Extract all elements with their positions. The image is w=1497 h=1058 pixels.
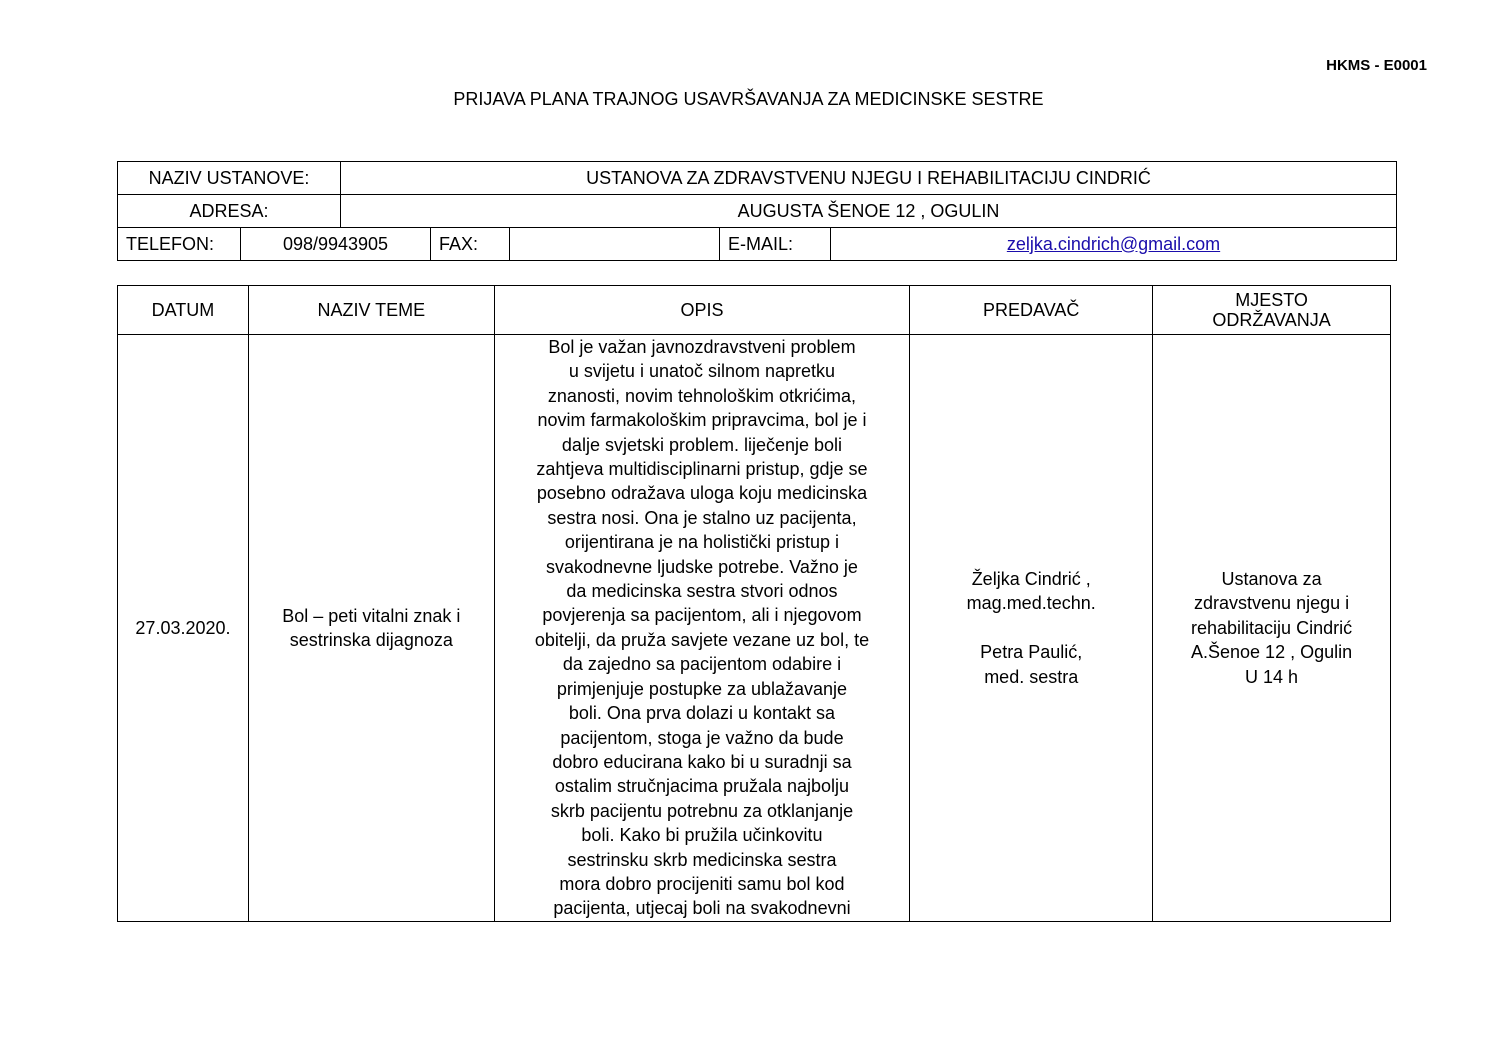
- education-plan-table: [117, 285, 1391, 922]
- cell-topic: Bol – peti vitalni znak i sestrinska dijagnoza: [248, 335, 494, 922]
- institution-name-label: NAZIV USTANOVE:: [118, 162, 341, 195]
- cell-location: Ustanova za zdravstvenu njegu i rehabilitaciju Cindrić A.Šenoe 12 , Ogulin U 14 h: [1153, 335, 1391, 922]
- email-link[interactable]: zeljka.cindrich@gmail.com: [1006, 233, 1221, 254]
- address-label: ADRESA:: [118, 195, 341, 228]
- column-header-description: OPIS: [494, 286, 910, 335]
- column-header-location: MJESTO ODRŽAVANJA: [1153, 286, 1391, 335]
- address-value: AUGUSTA ŠENOE 12 , OGULIN: [341, 195, 1397, 228]
- table-header-row: [118, 286, 1391, 335]
- column-header-date: DATUM: [118, 286, 249, 335]
- form-code: HKMS - E0001: [1326, 57, 1427, 74]
- phone-value: 098/9943905: [241, 228, 431, 261]
- institution-name-value: USTANOVA ZA ZDRAVSTVENU NJEGU I REHABILITACIJU CINDRIĆ: [341, 162, 1397, 195]
- institution-info-table: [117, 161, 1397, 261]
- email-label: E-MAIL:: [720, 228, 831, 261]
- page-title: PRIJAVA PLANA TRAJNOG USAVRŠAVANJA ZA MEDICINSKE SESTRE: [453, 89, 1044, 109]
- column-header-lecturer: PREDAVAČ: [910, 286, 1153, 335]
- table-row: [118, 335, 1391, 922]
- fax-value: [510, 228, 720, 261]
- column-header-topic: NAZIV TEME: [248, 286, 494, 335]
- email-value[interactable]: [831, 228, 1397, 261]
- cell-description: [494, 335, 910, 922]
- description-text: Bol je važan javnozdravstveni problem u svijetu i unatoč silnom napretku znanosti, novim tehnološkim otkrićima, novim farmakološkim pripravcima, bol je i dalje svjetski problem. liječenje boli zahtjeva multidisciplinarni pristup, gdje se posebno odražava uloga koju medicinska sestra nosi. Ona je stalno uz pacijenta, orijentirana je na holistički pristup i svakodnevne ljudske potrebe. Važno je da medicinska sestra stvori odnos povjerenja sa pacijentom, ali i njegovom obitelji, da pruža savjete vezane uz bol, te da zajedno sa pacijentom odabire i primjenjuje postupke za ublažavanje boli. Ona prva dolazi u kontakt sa pacijentom, stoga je važno da bude dobro educirana kako bi u suradnji sa ostalim stručnjacima pružala najbolju skrb pacijentu potrebnu za otklanjanje boli. Kako bi pružila učinkovitu sestrinsku skrb medicinska sestra mora dobro procijeniti samu bol kod pacijenta, utjecaj boli na svakodnevni: [534, 337, 870, 919]
- cell-date: 27.03.2020.: [118, 335, 249, 922]
- fax-label: FAX:: [431, 228, 510, 261]
- cell-lecturer: Željka Cindrić , mag.med.techn. Petra Paulić, med. sestra: [910, 335, 1153, 922]
- phone-label: TELEFON:: [118, 228, 241, 261]
